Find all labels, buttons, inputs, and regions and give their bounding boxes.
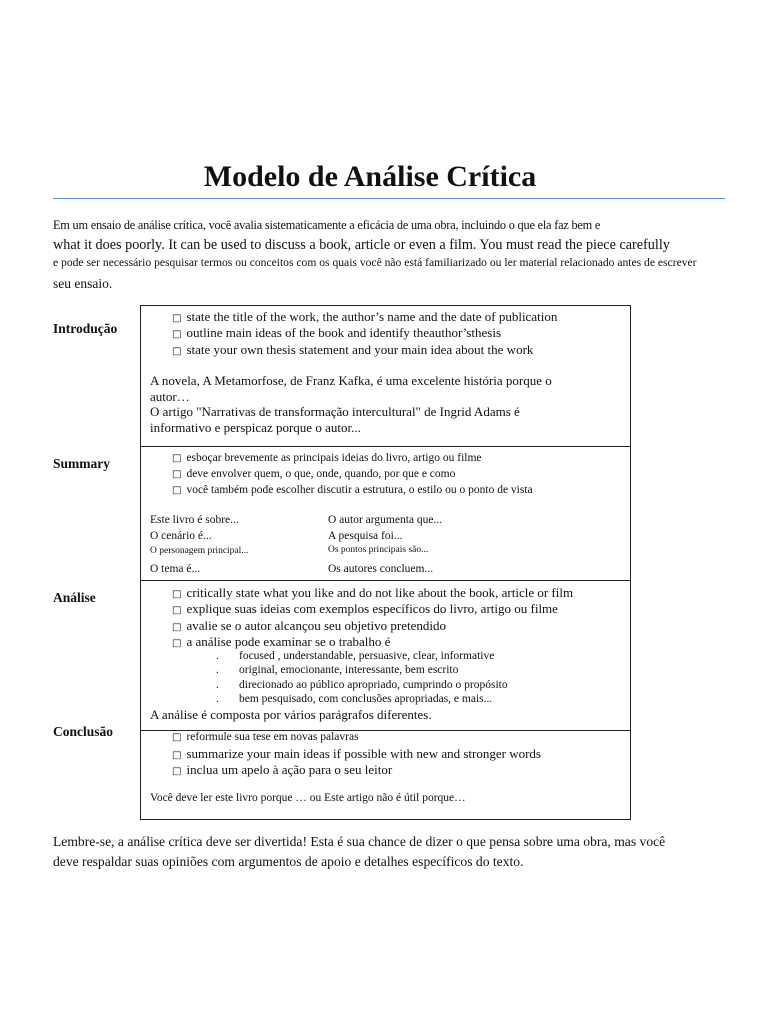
sub-item-marker: .	[216, 650, 219, 662]
outro-line-1: Lembre-se, a análise crítica deve ser divertida! Esta é sua chance de dizer o que pensa sobre uma obra, mas você	[53, 834, 666, 849]
checkbox-square-icon: □	[172, 453, 182, 464]
prompt-right: Os autores concluem...	[328, 563, 434, 575]
row-divider	[140, 580, 631, 581]
bullet-item: □ você também pode escolher discutir a estrutura, o estilo ou o ponto de vista	[172, 484, 533, 496]
section-label-summary: Summary	[53, 456, 110, 471]
intro-line-2: what it does poorly. It can be used to discuss a book, article or even a film. You must read the piece carefully	[53, 237, 670, 253]
prompt-right: A pesquisa foi...	[328, 530, 403, 542]
sub-item: direcionado ao público apropriado, cumprindo o propósito	[239, 679, 508, 691]
section-label-introducao: Introdução	[53, 321, 118, 336]
sub-item: focused , understandable, persuasive, clear, informative	[239, 650, 495, 662]
checkbox-square-icon: □	[172, 766, 182, 777]
analysis-closing: A análise é composta por vários parágrafos diferentes.	[150, 707, 432, 722]
bullet-item: □ state your own thesis statement and your main idea about the work	[172, 342, 534, 357]
bullet-item: □ avalie se o autor alcançou seu objetivo pretendido	[172, 618, 446, 633]
checkbox-square-icon: □	[172, 313, 182, 324]
sub-item: original, emocionante, interessante, bem escrito	[239, 664, 459, 676]
example-line: informativo e perspicaz porque o autor...	[150, 420, 361, 435]
intro-line-1: Em um ensaio de análise crítica, você avalia sistematicamente a eficácia de uma obra, incluindo o que ela faz bem e	[53, 218, 601, 232]
bullet-item: □ summarize your main ideas if possible with new and stronger words	[172, 746, 541, 761]
checkbox-square-icon: □	[172, 750, 182, 761]
checkbox-square-icon: □	[172, 485, 182, 496]
prompt-left: O tema é...	[150, 563, 201, 575]
checkbox-square-icon: □	[172, 622, 182, 633]
title-underline	[53, 198, 725, 199]
sub-item-marker: .	[216, 679, 219, 691]
outro-line-2: deve respaldar suas opiniões com argumentos de apoio e detalhes específicos do texto.	[53, 854, 524, 869]
example-line: autor…	[150, 389, 190, 404]
bullet-item: □ critically state what you like and do not like about the book, article or film	[172, 585, 574, 600]
prompt-left: O personagem principal...	[150, 546, 249, 556]
prompt-left: Este livro é sobre...	[150, 514, 239, 526]
example-line: A novela, A Metamorfose, de Franz Kafka, é uma excelente história porque o	[150, 373, 552, 388]
prompt-right: O autor argumenta que...	[328, 514, 443, 526]
page-title: Modelo de Análise Crítica	[203, 160, 537, 193]
bullet-item: □ deve envolver quem, o que, onde, quando, por que e como	[172, 468, 456, 480]
example-line: O artigo "Narrativas de transformação intercultural" de Ingrid Adams é	[150, 404, 520, 419]
bullet-item: □ outline main ideas of the book and identify theauthor’sthesis	[172, 325, 502, 340]
sub-item-marker: .	[216, 693, 219, 705]
bullet-item: □ state the title of the work, the author’s name and the date of publication	[172, 309, 558, 324]
bullet-item: □ explique suas ideias com exemplos específicos do livro, artigo ou filme	[172, 601, 558, 616]
intro-line-3: e pode ser necessário pesquisar termos ou conceitos com os quais você não está familiarizado ou ler material relacionado antes de escrever	[53, 256, 697, 269]
sub-item: bem pesquisado, com conclusões apropriadas, e mais...	[239, 693, 493, 705]
bullet-item: □ reformule sua tese em novas palavras	[172, 731, 359, 743]
prompt-left: O cenário é...	[150, 530, 212, 542]
intro-line-4: seu ensaio.	[53, 276, 113, 291]
checkbox-square-icon: □	[172, 329, 182, 340]
section-label-conclusao: Conclusão	[53, 724, 114, 739]
prompt-right: Os pontos principais são...	[328, 545, 429, 555]
checkbox-square-icon: □	[172, 346, 182, 357]
bullet-item: □ a análise pode examinar se o trabalho é	[172, 634, 391, 649]
checkbox-square-icon: □	[172, 605, 182, 616]
section-label-analise: Análise	[53, 590, 96, 605]
checkbox-square-icon: □	[172, 732, 182, 743]
checkbox-square-icon: □	[172, 589, 182, 600]
checkbox-square-icon: □	[172, 469, 182, 480]
conclusion-example: Você deve ler este livro porque … ou Este artigo não é útil porque…	[150, 792, 466, 804]
row-divider	[140, 446, 631, 447]
checkbox-square-icon: □	[172, 638, 182, 649]
bullet-item: □ esboçar brevemente as principais ideias do livro, artigo ou filme	[172, 452, 482, 464]
bullet-item: □ inclua um apelo à ação para o seu leitor	[172, 762, 393, 777]
sub-item-marker: .	[216, 664, 219, 676]
